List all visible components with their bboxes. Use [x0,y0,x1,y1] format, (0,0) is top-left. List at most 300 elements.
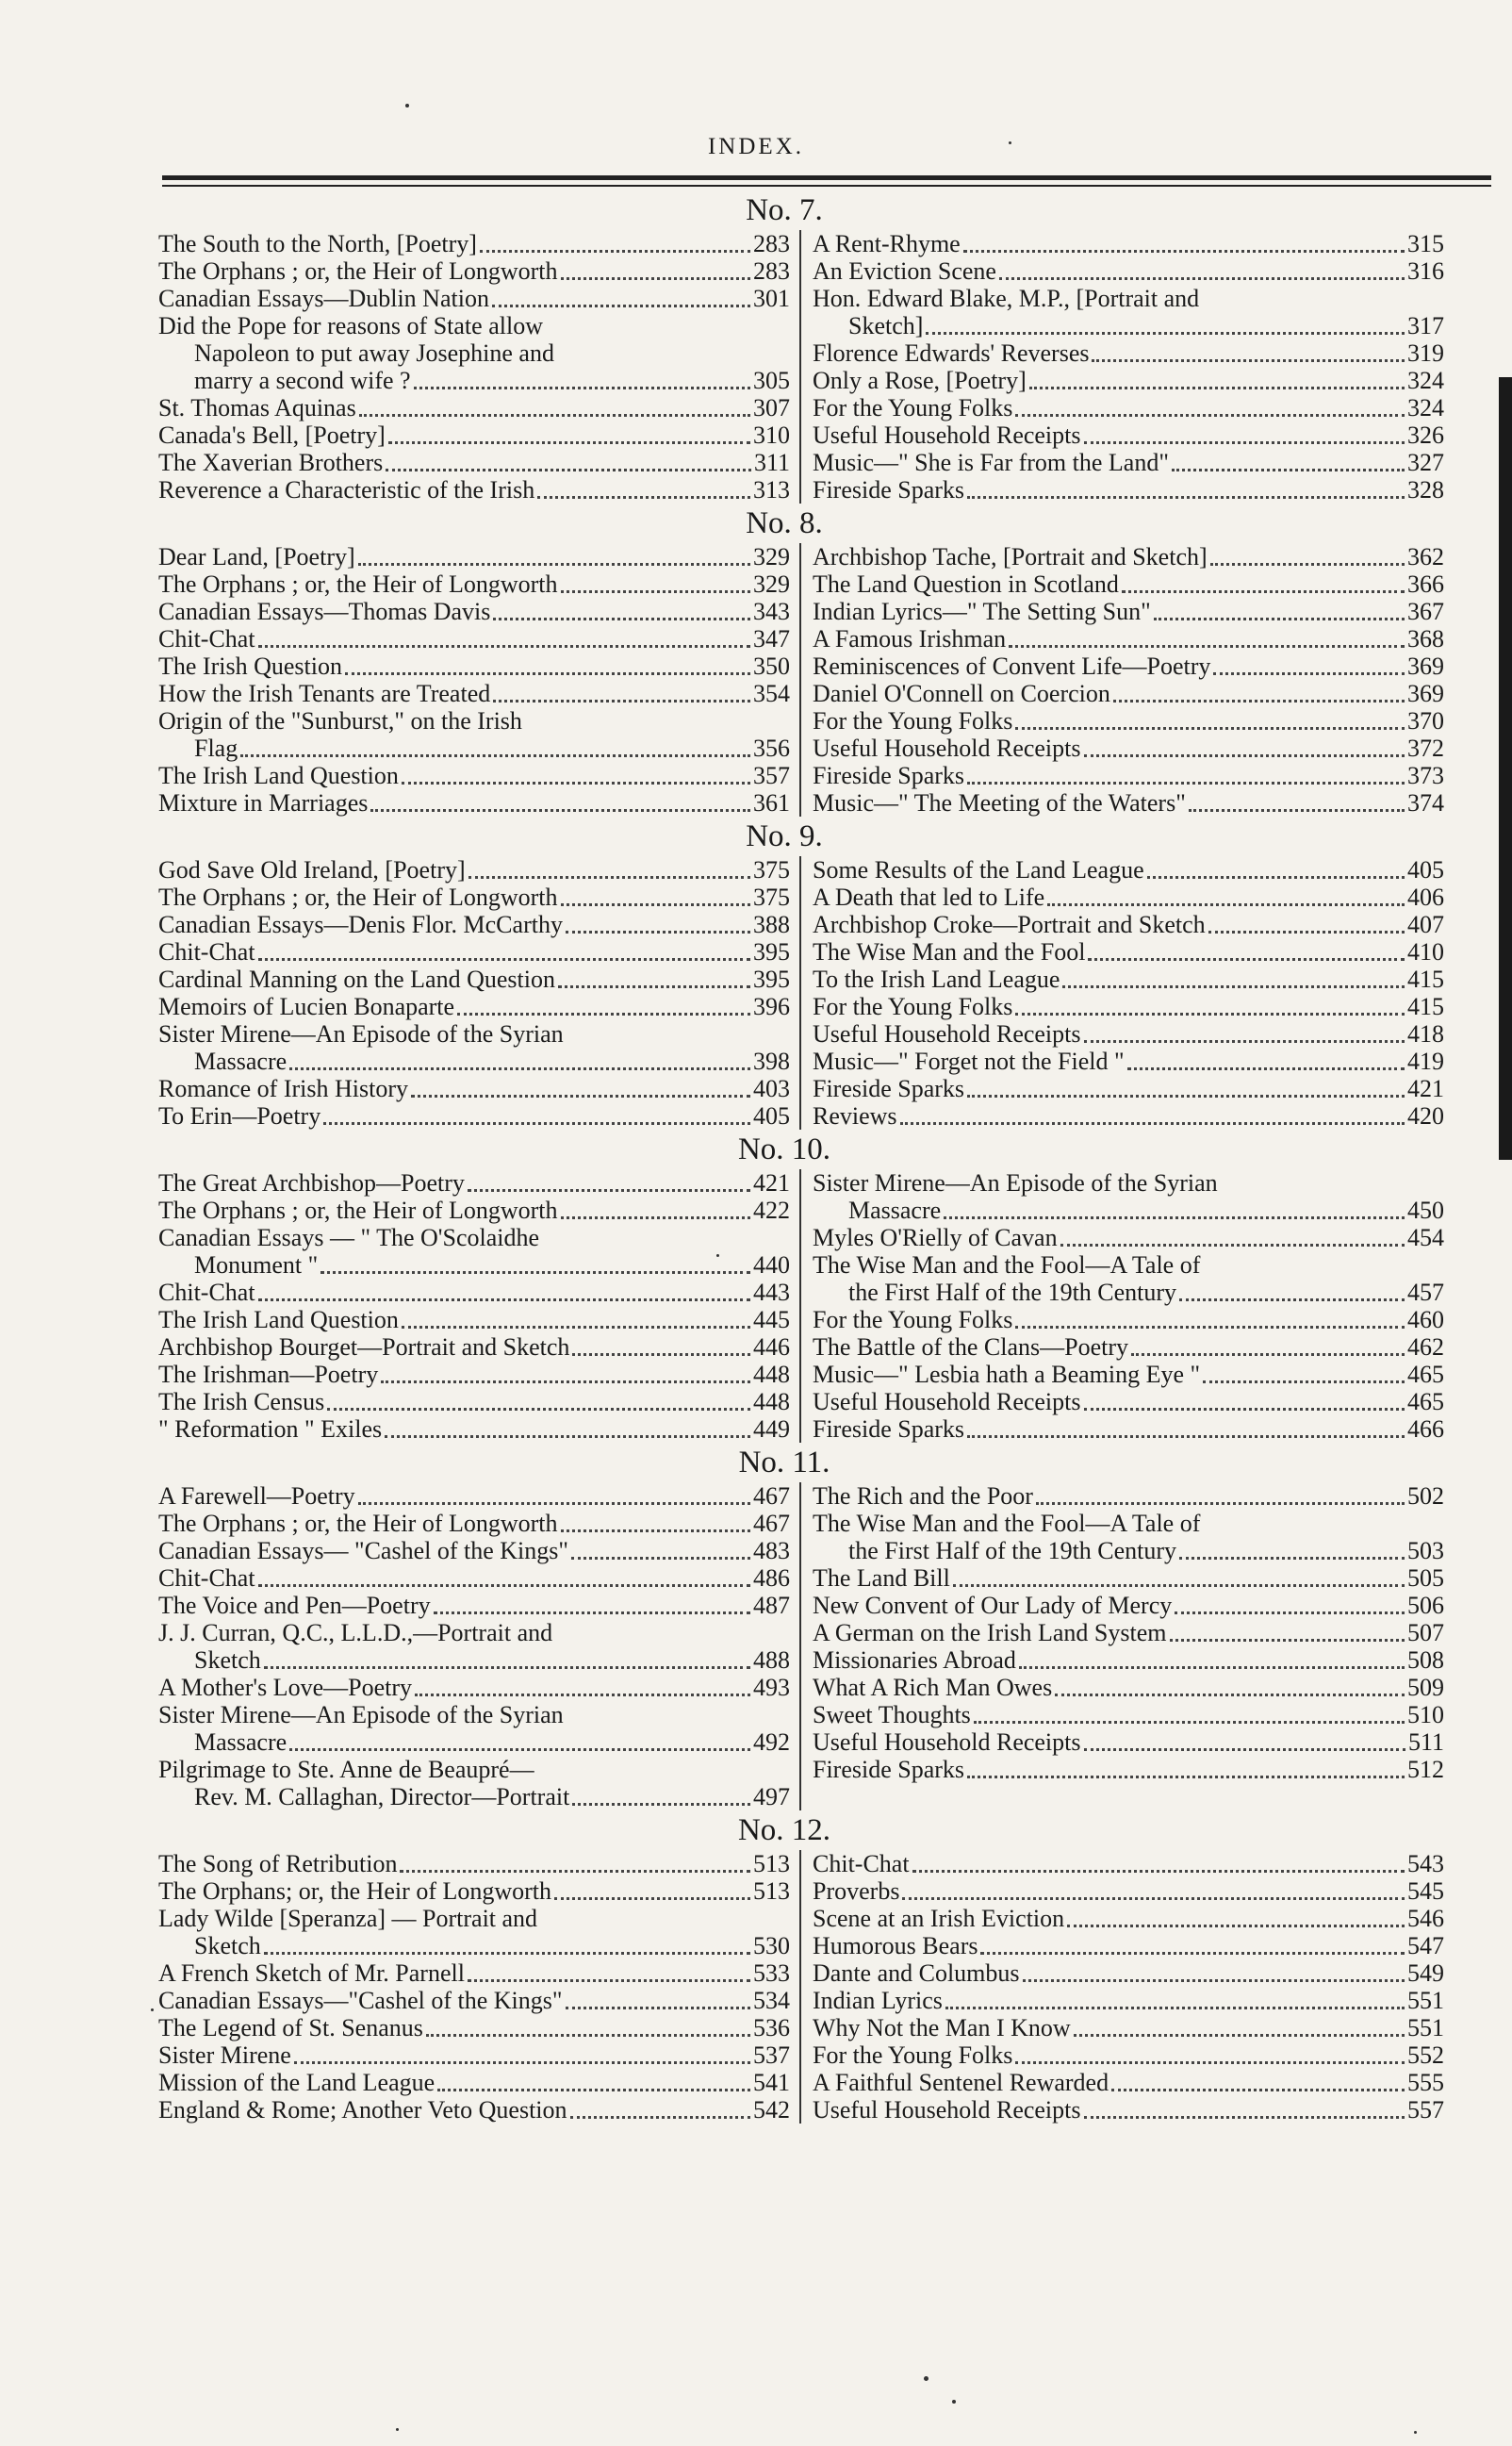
entry-title: Myles O'Rielly of Cavan [813,1224,1058,1251]
index-entry [813,1592,1444,1619]
index-column-left [158,230,801,504]
entry-title: Massacre [194,1728,288,1756]
dot-leader [902,1890,1405,1900]
entry-title: Sweet Thoughts [813,1701,971,1728]
index-entry [813,2041,1444,2069]
dot-leader [1015,2054,1405,2064]
entry-title: The Land Question in Scotland [813,570,1119,598]
dot-leader [1154,610,1405,620]
entry-title: The Voice and Pen—Poetry [158,1592,431,1619]
index-entry [158,1932,790,1959]
dot-leader [944,1209,1405,1219]
dot-leader [468,868,750,879]
paper-speck [924,2376,929,2381]
index-entry [158,1306,790,1333]
dot-leader [1088,950,1405,961]
entry-title: Useful Household Receipts [813,735,1081,762]
index-entry [813,2069,1444,2096]
dot-leader [561,270,750,280]
entry-page-number: 373 [1407,762,1444,789]
dot-leader [1060,1236,1405,1247]
entry-page-number: 510 [1407,1701,1444,1728]
dot-leader [1092,352,1405,362]
entry-title: Some Results of the Land League [813,856,1144,884]
dot-leader [240,747,750,757]
index-entry [158,884,790,911]
dot-leader [558,978,750,988]
dot-leader [561,1522,750,1532]
index-entry [158,938,790,966]
entry-page-number: 406 [1407,884,1444,911]
entry-title: Scene at an Irish Eviction [813,1905,1065,1932]
entry-title: Music—" Forget not the Field " [813,1048,1125,1075]
dot-leader [1122,583,1405,593]
index-entry-line: J. J. Curran, Q.C., L.L.D.,—Portrait and [158,1619,553,1646]
dot-leader [963,242,1405,253]
entry-title: The Xaverian Brothers [158,449,384,476]
index-entry [158,1415,790,1443]
paper-speck [405,104,409,107]
index-entry [158,735,790,762]
entry-page-number: 511 [1407,1728,1444,1756]
entry-title: For the Young Folks [813,394,1013,421]
entry-title: Mixture in Marriages [158,789,369,817]
dot-leader [1074,2026,1405,2037]
index-entry [813,421,1444,449]
entry-page-number: 372 [1407,735,1444,762]
entry-page-number: 551 [1407,2014,1444,2041]
entry-page-number: 324 [1407,367,1444,394]
entry-page-number: 313 [753,476,790,504]
entry-page-number: 460 [1407,1306,1444,1333]
entry-page-number: 418 [1407,1020,1444,1048]
entry-page-number: 547 [1407,1932,1444,1959]
dot-leader [967,488,1405,499]
entry-page-number: 310 [753,421,790,449]
dot-leader [561,1209,750,1219]
index-entry-line: The Wise Man and the Fool—A Tale of [813,1510,1201,1537]
dot-leader [434,1604,750,1614]
entry-title: Fireside Sparks [813,1415,965,1443]
index-entry [813,1959,1444,1987]
entry-title: Why Not the Man I Know [813,2014,1071,2041]
entry-page-number: 530 [753,1932,790,1959]
entry-page-number: 403 [753,1075,790,1102]
index-entry-line: Canadian Essays — " The O'Scolaidhe [158,1224,540,1251]
dot-leader [999,270,1405,280]
dot-leader [980,1944,1405,1955]
entry-title: A Mother's Love—Poetry [158,1674,412,1701]
index-entry [813,1306,1444,1333]
entry-title: The Orphans ; or, the Heir of Longworth [158,1197,558,1224]
entry-page-number: 329 [753,543,790,570]
entry-title: Dante and Columbus [813,1959,1020,1987]
index-entry [158,1850,790,1877]
entry-title: Canadian Essays—Dublin Nation [158,285,489,312]
entry-page-number: 415 [1407,993,1444,1020]
entry-page-number: 448 [753,1361,790,1388]
dot-leader [1009,637,1405,648]
index-column-left [158,1850,801,2124]
dot-leader [1210,555,1405,566]
index-entry [158,1251,790,1279]
index-entry [158,1361,790,1388]
index-entry-line: Lady Wilde [Speranza] — Portrait and [158,1905,538,1932]
index-entry [158,1959,790,1987]
entry-page-number: 465 [1407,1388,1444,1415]
dot-leader [561,896,750,906]
entry-title: The Rich and the Poor [813,1482,1033,1510]
index-entry [158,2069,790,2096]
entry-page-number: 551 [1407,1987,1444,2014]
entry-title: The Irish Question [158,653,342,680]
index-entry [813,543,1444,570]
dot-leader [386,461,751,471]
dot-leader [1127,1060,1405,1070]
index-entry-line: Hon. Edward Blake, M.P., [Portrait and [813,285,1200,312]
entry-title: The Orphans; or, the Heir of Longworth [158,1877,552,1905]
dot-leader [402,1318,750,1329]
entry-title: The Orphans ; or, the Heir of Longworth [158,1510,558,1537]
entry-page-number: 421 [1407,1075,1444,1102]
dot-leader [492,297,750,307]
dot-leader [1067,1917,1405,1927]
entry-title: The Orphans ; or, the Heir of Longworth [158,257,558,285]
dot-leader [1084,747,1405,757]
index-entry [813,257,1444,285]
entry-page-number: 361 [753,789,790,817]
dot-leader [320,1264,750,1274]
entry-title: A German on the Irish Land System [813,1619,1167,1646]
dot-leader [1062,978,1405,988]
entry-title: The Irishman—Poetry [158,1361,379,1388]
entry-page-number: 549 [1407,1959,1444,1987]
entry-page-number: 443 [753,1279,790,1306]
entry-title: A Rent-Rhyme [813,230,961,257]
entry-title: Chit-Chat [158,625,255,653]
section-body [158,543,1489,817]
index-entry [813,1415,1444,1443]
entry-page-number: 362 [1407,543,1444,570]
index-entry [158,2041,790,2069]
page-title: INDEX. [707,134,804,159]
dot-leader [264,1944,750,1955]
entry-title: " Reformation " Exiles [158,1415,383,1443]
dot-leader [468,1972,750,1982]
index-column-left [158,1482,801,1810]
index-entry [158,394,790,421]
entry-title: For the Young Folks [813,2041,1013,2069]
entry-page-number: 450 [1407,1197,1444,1224]
dot-leader [264,1659,750,1669]
entry-title: Canadian Essays—Thomas Davis [158,598,491,625]
index-entry [813,707,1444,735]
entry-page-number: 283 [753,230,790,257]
index-entry-line: Pilgrimage to Ste. Anne de Beaupré— [158,1756,534,1783]
index-entry [813,1905,1444,1932]
entry-page-number: 305 [753,367,790,394]
index-entry [813,230,1444,257]
dot-leader [370,802,750,812]
dot-leader [1084,434,1405,444]
index-entry [813,938,1444,966]
entry-page-number: 462 [1407,1333,1444,1361]
index-entry [813,1564,1444,1592]
index-entry [813,367,1444,394]
entry-title: Chit-Chat [158,938,255,966]
header-rule-thin [162,185,1491,187]
index-entry [158,2096,790,2124]
section-body [158,1850,1489,2124]
index-column-right [813,856,1444,1130]
index-entry [813,856,1444,884]
entry-title: Massacre [194,1048,288,1075]
entry-title: Proverbs [813,1877,900,1905]
index-entry [813,598,1444,625]
entry-page-number: 356 [753,735,790,762]
entry-title: For the Young Folks [813,1306,1013,1333]
entry-title: Reminiscences of Convent Life—Poetry [813,653,1211,680]
entry-page-number: 343 [753,598,790,625]
entry-page-number: 513 [753,1850,790,1877]
entry-title: A Death that led to Life [813,884,1045,911]
dot-leader [967,1428,1405,1438]
paper-speck [396,2428,399,2431]
entry-page-number: 375 [753,884,790,911]
index-entry [158,570,790,598]
entry-page-number: 366 [1407,570,1444,598]
section-body [158,1169,1489,1443]
entry-title: Rev. M. Callaghan, Director—Portrait [194,1783,570,1810]
entry-title: The Irish Land Question [158,1306,399,1333]
dot-leader [400,1862,750,1873]
entry-title: Only a Rose, [Poetry] [813,367,1027,394]
entry-page-number: 347 [753,625,790,653]
index-entry-line: Sister Mirene—An Episode of the Syrian [158,1020,564,1048]
index-entry [158,1075,790,1102]
dot-leader [1203,1373,1405,1383]
entry-title: Archbishop Croke—Portrait and Sketch [813,911,1206,938]
entry-page-number: 502 [1407,1482,1444,1510]
index-entry [813,1197,1444,1224]
dot-leader [289,1741,750,1751]
dot-leader [294,2054,750,2064]
index-entry [813,735,1444,762]
index-entry [813,884,1444,911]
entry-page-number: 487 [753,1592,790,1619]
entry-title: Mission of the Land League [158,2069,436,2096]
entry-title: Florence Edwards' Reverses [813,339,1090,367]
index-entry [813,1987,1444,2014]
entry-title: Reviews [813,1102,897,1130]
entry-page-number: 555 [1407,2069,1444,2096]
index-entry-line: Origin of the "Sunburst," on the Irish [158,707,522,735]
entry-title: Indian Lyrics [813,1987,943,2014]
index-entry [158,1482,790,1510]
entry-title: The Legend of St. Senanus [158,2014,423,2041]
index-entry-line: Sister Mirene—An Episode of the Syrian [158,1701,564,1728]
page-edge-mark [1499,377,1512,1160]
dot-leader [1084,1033,1405,1043]
index-entry [158,1510,790,1537]
entry-title: Useful Household Receipts [813,421,1081,449]
dot-leader [414,379,750,389]
entry-page-number: 307 [753,394,790,421]
paper-speck [716,1254,719,1257]
index-entry [158,1279,790,1306]
entry-title: What A Rich Man Owes [813,1674,1053,1701]
entry-title: Canada's Bell, [Poetry] [158,421,386,449]
dot-leader [289,1060,750,1070]
section-heading: No. 11. [738,1446,830,1479]
index-entry [813,1537,1444,1564]
entry-page-number: 503 [1407,1537,1444,1564]
entry-title: Sketch [194,1646,261,1674]
entry-page-number: 488 [753,1646,790,1674]
dot-leader [1213,665,1405,675]
index-content [0,190,1512,2124]
index-entry-line: Did the Pope for reasons of State allow [158,312,543,339]
entry-title: Chit-Chat [813,1850,910,1877]
index-entry [158,1564,790,1592]
entry-title: Daniel O'Connell on Coercion [813,680,1110,707]
dot-leader [1084,2108,1405,2119]
entry-page-number: 486 [753,1564,790,1592]
dot-leader [493,692,750,702]
entry-title: Dear Land, [Poetry] [158,543,355,570]
dot-leader [437,2081,750,2091]
dot-leader [258,1291,750,1301]
entry-page-number: 422 [753,1197,790,1224]
entry-page-number: 396 [753,993,790,1020]
index-column-right [813,1850,1444,2124]
dot-leader [572,1346,750,1356]
entry-title: Archbishop Bourget—Portrait and Sketch [158,1333,570,1361]
index-entry [158,476,790,504]
dot-leader [945,1999,1405,2009]
entry-title: A Faithful Sentenel Rewarded [813,2069,1109,2096]
entry-page-number: 543 [1407,1850,1444,1877]
dot-leader [402,774,750,785]
index-entry [813,1850,1444,1877]
index-entry [813,789,1444,817]
index-entry [158,1783,790,1810]
entry-title: The Orphans ; or, the Heir of Longworth [158,884,558,911]
entry-title: Canadian Essays—"Cashel of the Kings" [158,1987,563,2014]
index-entry [813,1388,1444,1415]
index-entry [813,2096,1444,2124]
entry-page-number: 324 [1407,394,1444,421]
entry-page-number: 369 [1407,680,1444,707]
dot-leader [1055,1686,1405,1696]
entry-page-number: 454 [1407,1224,1444,1251]
entry-title: Cardinal Manning on the Land Question [158,966,555,993]
entry-page-number: 283 [753,257,790,285]
index-entry [158,1646,790,1674]
dot-leader [967,1768,1405,1778]
entry-page-number: 395 [753,938,790,966]
dot-leader [1179,1291,1405,1301]
index-column-right [813,543,1444,817]
entry-page-number: 505 [1407,1564,1444,1592]
index-entry [813,762,1444,789]
index-entry [813,339,1444,367]
entry-page-number: 315 [1407,230,1444,257]
index-entry [158,856,790,884]
entry-page-number: 388 [753,911,790,938]
paper-speck [1009,141,1011,144]
index-entry-line: The Wise Man and the Fool—A Tale of [813,1251,1201,1279]
dot-leader [570,2108,750,2119]
index-column-right [813,1169,1444,1443]
entry-page-number: 317 [1407,312,1444,339]
paper-speck [151,2008,154,2011]
index-entry [158,1987,790,2014]
entry-title: For the Young Folks [813,993,1013,1020]
index-entry [158,1592,790,1619]
dot-leader [571,1549,750,1560]
dot-leader [566,923,750,934]
entry-page-number: 509 [1407,1674,1444,1701]
entry-title: The Land Bill [813,1564,950,1592]
dot-leader [1111,2081,1405,2091]
index-entry [158,230,790,257]
dot-leader [468,1182,750,1192]
dot-leader [566,1999,751,2009]
index-entry [813,911,1444,938]
index-entry [813,1877,1444,1905]
entry-page-number: 449 [753,1415,790,1443]
entry-page-number: 457 [1407,1279,1444,1306]
entry-title: Memoirs of Lucien Bonaparte [158,993,455,1020]
entry-page-number: 448 [753,1388,790,1415]
index-entry [813,1102,1444,1130]
index-entry [158,966,790,993]
index-entry [158,993,790,1020]
index-column-right [813,230,1444,504]
entry-title: The South to the North, [Poetry] [158,230,477,257]
dot-leader [457,1005,750,1016]
index-entry [158,625,790,653]
entry-title: Massacre [848,1197,942,1224]
section-body [158,1482,1489,1810]
index-entry [158,653,790,680]
entry-title: Chit-Chat [158,1279,255,1306]
entry-title: Monument " [194,1251,319,1279]
entry-title: Useful Household Receipts [813,1020,1081,1048]
dot-leader [1023,1972,1405,1982]
entry-page-number: 410 [1407,938,1444,966]
entry-page-number: 369 [1407,653,1444,680]
entry-title: New Convent of Our Lady of Mercy [813,1592,1173,1619]
entry-page-number: 395 [753,966,790,993]
entry-title: Indian Lyrics—" The Setting Sun" [813,598,1151,625]
dot-leader [411,1087,750,1098]
index-entry [813,1333,1444,1361]
index-entry [813,1674,1444,1701]
dot-leader [358,555,750,566]
index-entry [158,1674,790,1701]
entry-page-number: 467 [753,1482,790,1510]
entry-title: Canadian Essays—Denis Flor. McCarthy [158,911,563,938]
dot-leader [1015,719,1405,730]
dot-leader [1015,1318,1405,1329]
entry-title: Humorous Bears [813,1932,978,1959]
dot-leader [537,488,750,499]
dot-leader [1084,1400,1405,1411]
entry-title: Canadian Essays— "Cashel of the Kings" [158,1537,568,1564]
dot-leader [1179,1549,1405,1560]
